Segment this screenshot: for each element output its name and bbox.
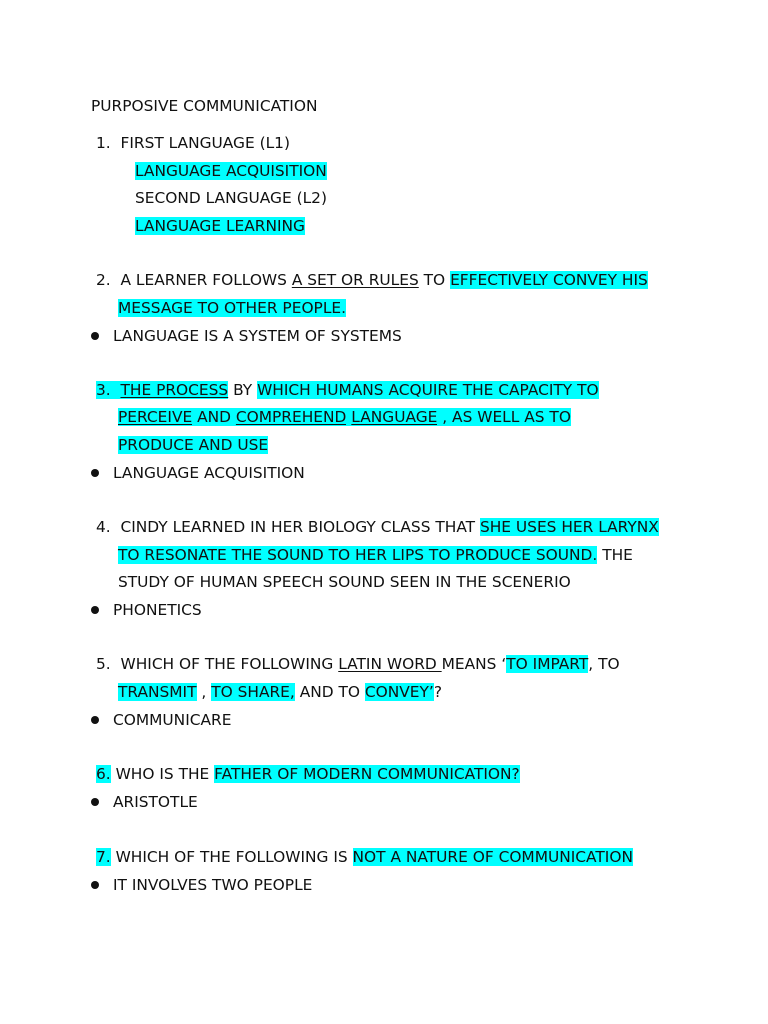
item3-line3: [118, 434, 268, 456]
item4-line3: STUDY OF HUMAN SPEECH SOUND SEEN IN THE SCENERIO: [118, 573, 571, 591]
item6-number: 6.: [96, 765, 111, 783]
page-title: PURPOSIVE COMMUNICATION: [91, 97, 318, 115]
item3-number: 3.: [96, 381, 111, 399]
item3-text-i: , AS WELL AS TO: [437, 408, 571, 426]
item5-text-k: ?: [433, 683, 442, 701]
item5-text-b: LATIN WORD: [338, 655, 442, 673]
item5-text-c: MEANS ‘: [441, 655, 507, 673]
item2-answer: LANGUAGE IS A SYSTEM OF SYSTEMS: [113, 327, 402, 345]
item3-answer: LANGUAGE ACQUISITION: [113, 464, 305, 482]
item3-line2: [118, 406, 571, 428]
bullet-icon: [91, 469, 99, 477]
bullet-icon: [91, 606, 99, 614]
item4-text-a: CINDY LEARNED IN HER BIOLOGY CLASS THAT: [120, 518, 480, 536]
item1-line1: FIRST LANGUAGE (L1): [120, 134, 290, 152]
item7-number: 7.: [96, 848, 111, 866]
item4-answer: PHONETICS: [113, 601, 202, 619]
item4-line2: [118, 544, 633, 566]
item2-text-a: A LEARNER FOLLOWS: [120, 271, 292, 289]
item2-line2: [118, 297, 346, 319]
item2-text-b: A SET OR RULES: [291, 271, 419, 289]
item7-text-a: WHICH OF THE FOLLOWING IS: [110, 848, 353, 866]
item5-text-d: TO IMPART: [506, 655, 589, 673]
item6-answer: ARISTOTLE: [113, 793, 198, 811]
item2-text-c: TO: [418, 271, 451, 289]
item5-answer: COMMUNICARE: [113, 711, 232, 729]
item3-text-f: COMPREHEND: [235, 408, 347, 426]
item2-text-d: EFFECTIVELY CONVEY HIS: [450, 271, 648, 289]
item5-text-g: ,: [196, 683, 212, 701]
item1-line3: SECOND LANGUAGE (L2): [135, 189, 327, 207]
item3-question: [96, 379, 599, 401]
item5-text-e: , TO: [588, 655, 620, 673]
item5-line2: [118, 681, 442, 703]
item5-text-i: AND TO: [294, 683, 365, 701]
bullet-icon: [91, 881, 99, 889]
item1-number: 1.: [96, 134, 111, 152]
item6-question: [96, 763, 520, 785]
item5-text-a: WHICH OF THE FOLLOWING: [120, 655, 339, 673]
item3-text-b: BY: [228, 381, 258, 399]
item5-question: [96, 653, 620, 675]
item2-number: 2.: [96, 271, 111, 289]
item3-text-j: PRODUCE AND USE: [118, 436, 269, 454]
item3-text-c: WHICH HUMANS ACQUIRE THE CAPACITY TO: [257, 381, 599, 399]
item5-text-f: TRANSMIT: [118, 683, 197, 701]
item5-text-j: CONVEY’: [364, 683, 434, 701]
item1-line4-row: [135, 215, 305, 237]
item6-text-a: WHO IS THE: [110, 765, 215, 783]
item3-text-d: PERCEIVE: [118, 408, 193, 426]
item1-line2-row: [135, 160, 327, 182]
item3-text-a: THE PROCESS: [120, 381, 229, 399]
bullet-icon: [91, 716, 99, 724]
item4-question: [96, 516, 659, 538]
item4-number: 4.: [96, 518, 111, 536]
item2-question: [96, 269, 648, 291]
item2-text-e: MESSAGE TO OTHER PEOPLE.: [118, 299, 347, 317]
item4-text-b: SHE USES HER LARYNX: [479, 518, 659, 536]
item1-line2: LANGUAGE ACQUISITION: [135, 162, 327, 180]
item5-text-h: TO SHARE,: [211, 683, 295, 701]
item4-text-d: THE: [597, 546, 633, 564]
item1-line4: LANGUAGE LEARNING: [135, 217, 305, 235]
bullet-icon: [91, 332, 99, 340]
item5-number: 5.: [96, 655, 111, 673]
item7-answer: IT INVOLVES TWO PEOPLE: [113, 876, 313, 894]
item6-text-b: FATHER OF MODERN COMMUNICATION?: [214, 765, 520, 783]
item4-text-c: TO RESONATE THE SOUND TO HER LIPS TO PRODUCE SOUND.: [118, 546, 598, 564]
bullet-icon: [91, 798, 99, 806]
item3-text-h: LANGUAGE: [351, 408, 438, 426]
item7-question: [96, 846, 633, 868]
item3-text-e: AND: [192, 408, 236, 426]
item1-question: [96, 132, 290, 154]
item7-text-b: NOT A NATURE OF COMMUNICATION: [352, 848, 633, 866]
